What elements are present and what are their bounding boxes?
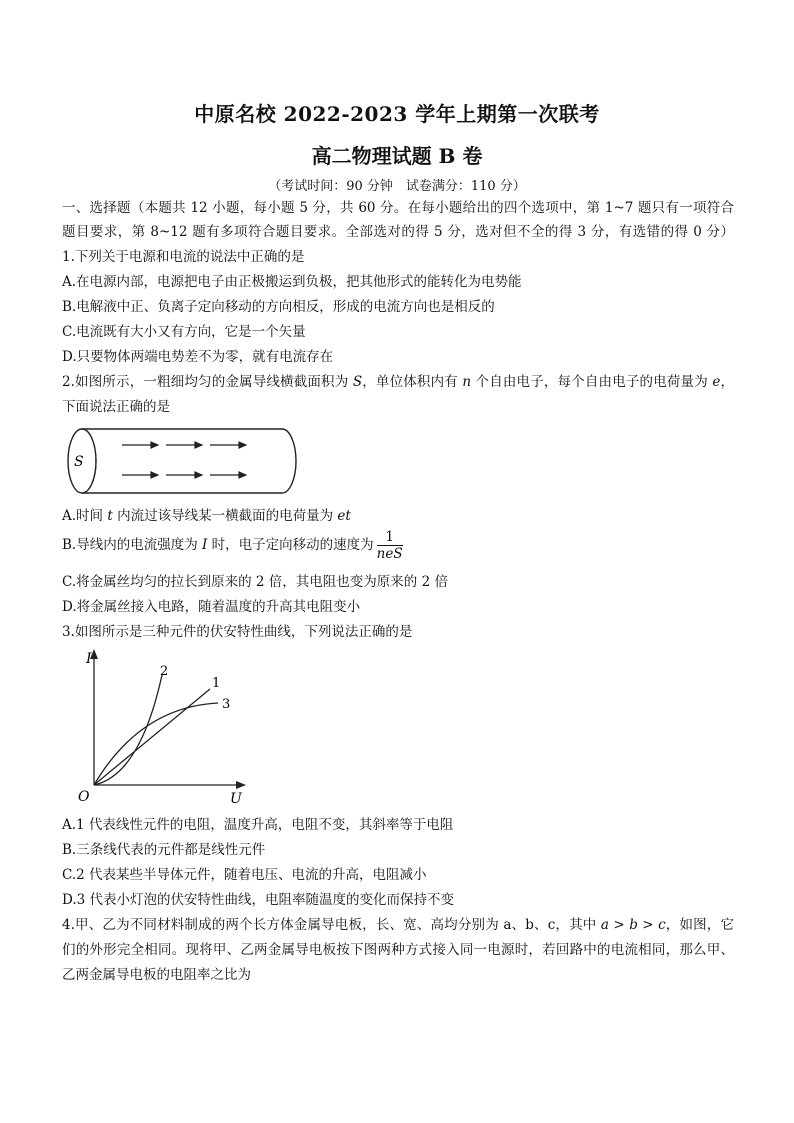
wire-figure [62,425,302,497]
q3-option-c: C.2 代表某些半导体元件，随着电压、电流的升高，电阻减小 [62,867,427,883]
q1-option-b: B.电解液中正、负离子定向移动的方向相反，形成的电流方向也是相反的 [62,299,495,315]
section-instructions-line2: 题目要求，第 8~12 题有多项符合题目要求。全部选对的得 5 分，选对但不全的得 3 分，有选错的得 0 分） [62,224,734,240]
q4-stem-line1: 4.甲、乙为不同材料制成的两个长方体金属导电板，长、宽、高均分别为 a、b、c，其中 a > b > c，如图，它 [62,917,734,933]
q2-option-d: D.将金属丝接入电路，随着温度的升高其电阻变小 [62,599,361,615]
q2-option-b: B.导线内的电流强度为 I 时，电子定向移动的速度为 $\frac{1}{\text{neS}}$ [62,529,403,562]
q3-option-b: B.三条线代表的元件都是线性元件 [62,842,266,858]
x-axis-arrow [236,781,246,789]
y-axis-label: I [86,651,92,667]
q1-option-a: A.在电源内部，电源把电子由正极搬运到负极，把其他形式的能转化为电势能 [62,274,522,290]
q1-option-d: D.只要物体两端电势差不为零，就有电流存在 [62,349,334,365]
q4-stem-line3: 乙两金属导电板的电阻率之比为 [62,967,251,983]
q1-stem: 1.下列关于电源和电流的说法中正确的是 [62,249,305,265]
curve-2-label: 2 [160,664,169,679]
x-axis-label: U [230,791,242,807]
wire-right-end [282,429,296,493]
curve-1-label: 1 [212,676,221,691]
q4-stem-line2: 们的外形完全相同。现将甲、乙两金属导电板按下图两种方式接入同一电源时，若回路中的电流相同，那么甲、 [62,942,734,958]
curve-3-label: 3 [222,697,231,712]
section-instructions-line1: 一、选择题（本题共 12 小题，每小题 5 分，共 60 分。在每小题给出的四个选项中，第 1~7 题只有一项符合 [62,200,734,216]
q3-option-d: D.3 代表小灯泡的伏安特性曲线，电阻率随温度的变化而保持不变 [62,892,455,908]
q2-stem-line2: 下面说法正确的是 [62,399,170,415]
exam-info: （考试时间：90 分钟 试卷满分：110 分） [268,179,526,194]
exam-title: 中原名校 2022-2023 学年上期第一次联考 [194,102,600,126]
q3-option-a: A.1 代表线性元件的电阻，温度升高，电阻不变，其斜率等于电阻 [62,817,454,833]
electron-arrows [122,442,246,478]
q2-option-c: C.将金属丝均匀的拉长到原来的 2 倍，其电阻也变为原来的 2 倍 [62,574,448,590]
iv-graph [70,645,250,810]
q2-option-a: A.时间 t 内流过该导线某一横截面的电荷量为 et [62,508,351,524]
curve-3 [94,703,218,785]
exam-subtitle: 高二物理试题 B 卷 [311,144,483,168]
wire-section-label: S [74,454,84,470]
velocity-fraction: $\frac{1}{\text{neS}}$ [376,529,403,562]
q2-stem-line1: 2.如图所示，一粗细均匀的金属导线横截面积为 S，单位体积内有 n 个自由电子，每个自由电子的电荷量为 e， [62,374,735,390]
q3-stem: 3.如图所示是三种元件的伏安特性曲线，下列说法正确的是 [62,624,413,640]
q1-option-c: C.电流既有大小又有方向，它是一个矢量 [62,324,306,340]
curve-1 [94,689,210,785]
wire-cross-section [82,429,96,493]
origin-label: O [78,789,90,805]
